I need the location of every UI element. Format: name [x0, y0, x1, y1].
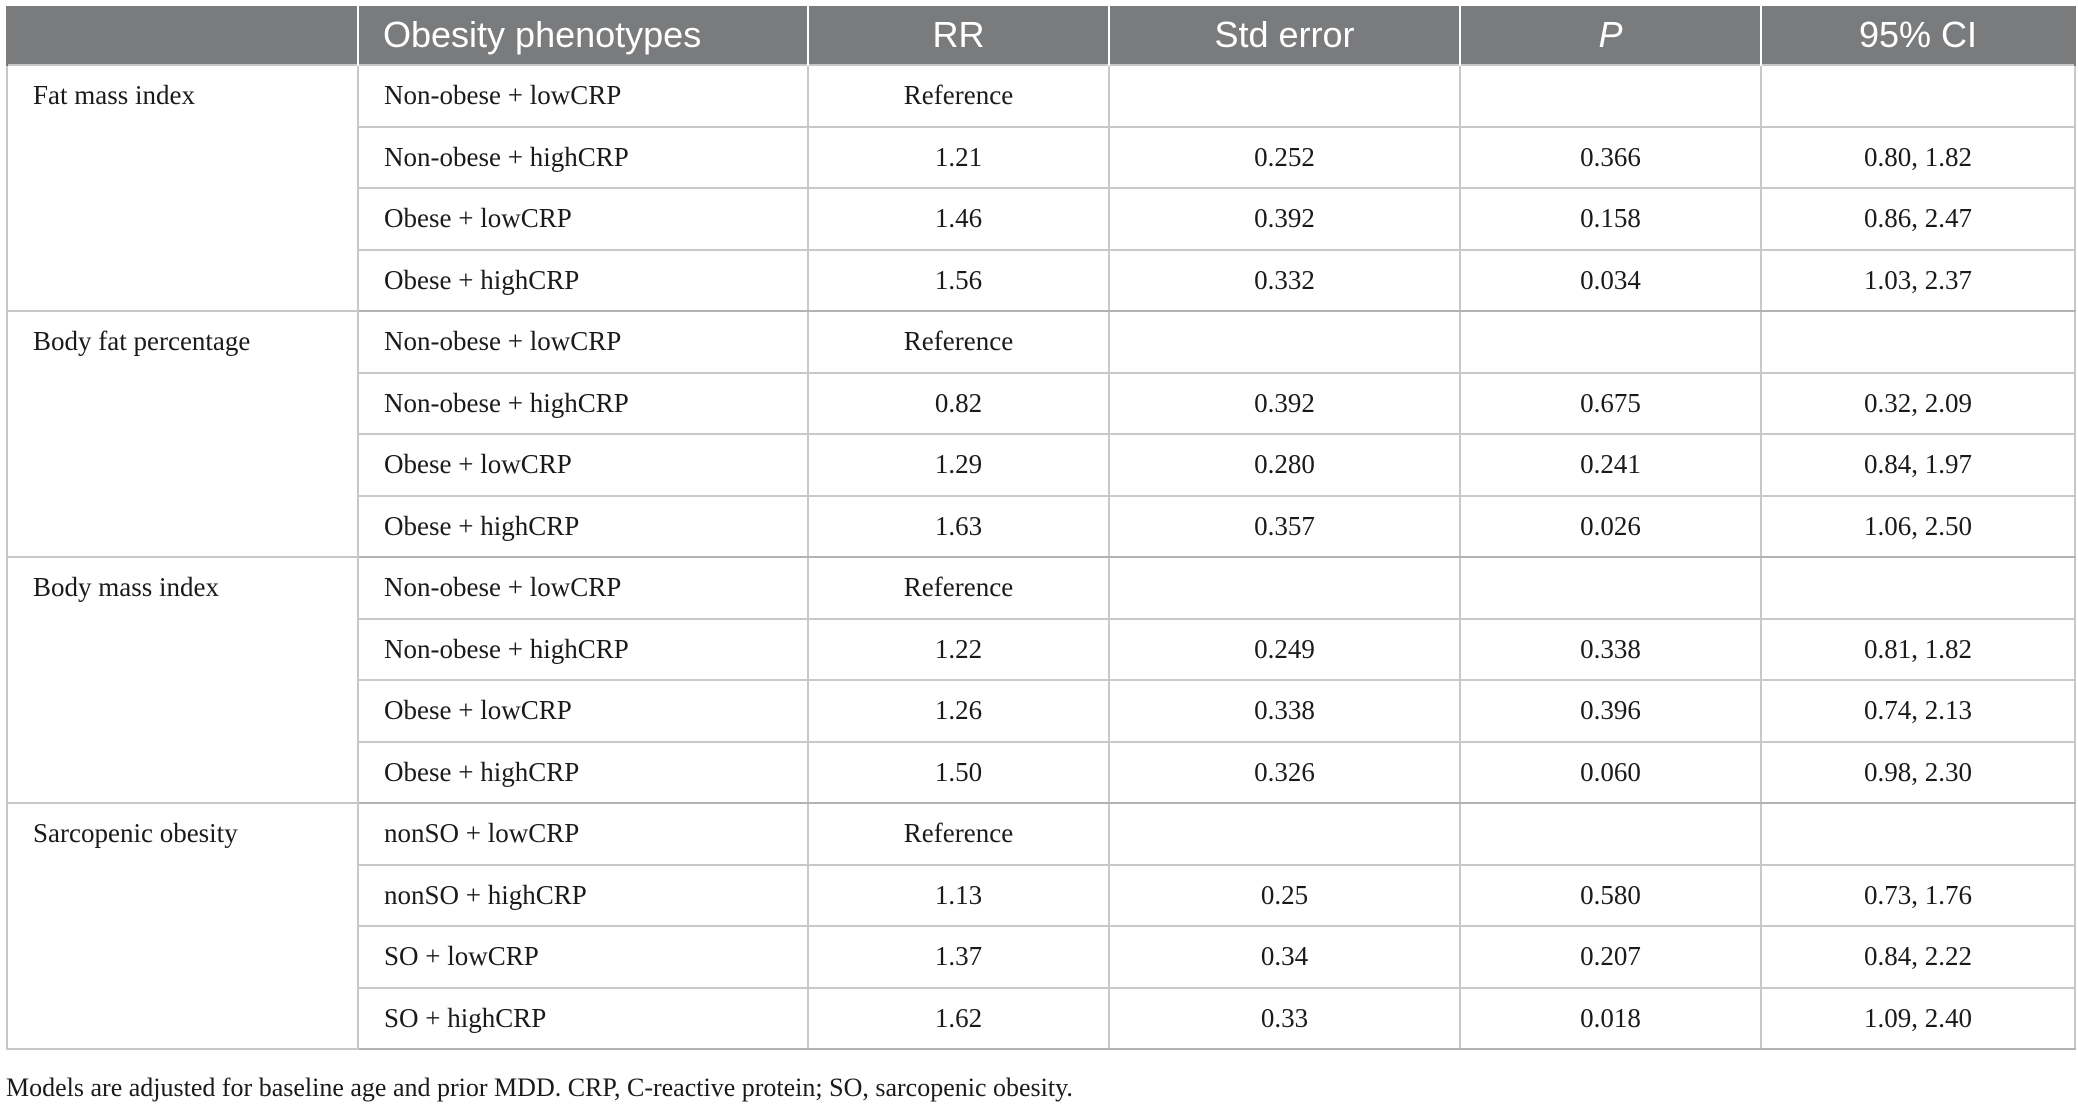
p-value-cell: 0.060 [1460, 742, 1761, 804]
std-error-cell: 0.332 [1109, 250, 1460, 312]
phenotype-cell: SO + highCRP [358, 988, 808, 1050]
phenotype-cell: Obese + lowCRP [358, 680, 808, 742]
phenotype-cell: Non-obese + lowCRP [358, 65, 808, 127]
ci-cell [1761, 311, 2075, 373]
table-row [7, 311, 2075, 373]
std-error-cell: 0.280 [1109, 434, 1460, 496]
group-label-cell: Sarcopenic obesity [7, 803, 358, 1049]
std-error-cell: 0.249 [1109, 619, 1460, 681]
table-header [7, 6, 2075, 65]
table-row [7, 557, 2075, 619]
std-error-cell [1109, 803, 1460, 865]
p-value-cell: 0.207 [1460, 926, 1761, 988]
results-table [6, 6, 2076, 1050]
p-value-cell: 0.338 [1460, 619, 1761, 681]
std-error-cell: 0.392 [1109, 188, 1460, 250]
header-p [1460, 6, 1761, 65]
group-label-cell: Body mass index [7, 557, 358, 803]
rr-cell: 1.50 [808, 742, 1109, 804]
results-table-container [6, 6, 2074, 1050]
std-error-cell: 0.326 [1109, 742, 1460, 804]
table-body [7, 65, 2075, 1049]
phenotype-cell: Obese + lowCRP [358, 434, 808, 496]
rr-cell: 0.82 [808, 373, 1109, 435]
p-value-cell: 0.580 [1460, 865, 1761, 927]
table-row [7, 65, 2075, 127]
rr-cell: 1.56 [808, 250, 1109, 312]
header-95-ci: 95% CI [1761, 6, 2075, 65]
p-value-cell: 0.396 [1460, 680, 1761, 742]
ci-cell: 0.98, 2.30 [1761, 742, 2075, 804]
rr-cell: 1.26 [808, 680, 1109, 742]
ci-cell: 0.84, 2.22 [1761, 926, 2075, 988]
ci-cell: 0.32, 2.09 [1761, 373, 2075, 435]
p-value-cell: 0.241 [1460, 434, 1761, 496]
group-label-cell: Fat mass index [7, 65, 358, 311]
p-value-cell [1460, 557, 1761, 619]
p-value-cell: 0.018 [1460, 988, 1761, 1050]
rr-cell: 1.63 [808, 496, 1109, 558]
std-error-cell: 0.392 [1109, 373, 1460, 435]
std-error-cell: 0.338 [1109, 680, 1460, 742]
group-label-cell: Body fat percentage [7, 311, 358, 557]
std-error-cell: 0.25 [1109, 865, 1460, 927]
phenotype-cell: Obese + lowCRP [358, 188, 808, 250]
phenotype-cell: Obese + highCRP [358, 496, 808, 558]
rr-cell: Reference [808, 803, 1109, 865]
phenotype-cell: Obese + highCRP [358, 742, 808, 804]
rr-cell: 1.22 [808, 619, 1109, 681]
p-value-cell: 0.034 [1460, 250, 1761, 312]
rr-cell: Reference [808, 311, 1109, 373]
rr-cell: Reference [808, 65, 1109, 127]
header-obesity-phenotypes: Obesity phenotypes [358, 6, 808, 65]
phenotype-cell: Non-obese + lowCRP [358, 557, 808, 619]
header-row [7, 6, 2075, 65]
table-footnote: Models are adjusted for baseline age and prior MDD. CRP, C-reactive protein; SO, sarcopenic obesity. [6, 1073, 1073, 1102]
table-row [7, 803, 2075, 865]
header-p-label: P [1598, 14, 1623, 55]
ci-cell: 1.09, 2.40 [1761, 988, 2075, 1050]
std-error-cell: 0.357 [1109, 496, 1460, 558]
ci-cell: 1.06, 2.50 [1761, 496, 2075, 558]
std-error-cell [1109, 557, 1460, 619]
std-error-cell: 0.34 [1109, 926, 1460, 988]
rr-cell: 1.13 [808, 865, 1109, 927]
ci-cell: 0.81, 1.82 [1761, 619, 2075, 681]
phenotype-cell: Non-obese + highCRP [358, 619, 808, 681]
rr-cell: 1.21 [808, 127, 1109, 189]
phenotype-cell: Obese + highCRP [358, 250, 808, 312]
p-value-cell: 0.675 [1460, 373, 1761, 435]
ci-cell: 0.80, 1.82 [1761, 127, 2075, 189]
std-error-cell [1109, 311, 1460, 373]
phenotype-cell: SO + lowCRP [358, 926, 808, 988]
p-value-cell: 0.158 [1460, 188, 1761, 250]
ci-cell: 0.74, 2.13 [1761, 680, 2075, 742]
ci-cell: 0.84, 1.97 [1761, 434, 2075, 496]
ci-cell: 1.03, 2.37 [1761, 250, 2075, 312]
rr-cell: 1.37 [808, 926, 1109, 988]
rr-cell: 1.46 [808, 188, 1109, 250]
p-value-cell [1460, 65, 1761, 127]
phenotype-cell: nonSO + highCRP [358, 865, 808, 927]
phenotype-cell: nonSO + lowCRP [358, 803, 808, 865]
p-value-cell: 0.366 [1460, 127, 1761, 189]
p-value-cell: 0.026 [1460, 496, 1761, 558]
ci-cell [1761, 803, 2075, 865]
rr-cell: 1.62 [808, 988, 1109, 1050]
ci-cell: 0.73, 1.76 [1761, 865, 2075, 927]
header-std-error: Std error [1109, 6, 1460, 65]
std-error-cell: 0.252 [1109, 127, 1460, 189]
header-group [7, 6, 358, 65]
phenotype-cell: Non-obese + highCRP [358, 127, 808, 189]
rr-cell: Reference [808, 557, 1109, 619]
rr-cell: 1.29 [808, 434, 1109, 496]
phenotype-cell: Non-obese + highCRP [358, 373, 808, 435]
ci-cell [1761, 65, 2075, 127]
p-value-cell [1460, 311, 1761, 373]
header-rr: RR [808, 6, 1109, 65]
ci-cell: 0.86, 2.47 [1761, 188, 2075, 250]
std-error-cell [1109, 65, 1460, 127]
p-value-cell [1460, 803, 1761, 865]
std-error-cell: 0.33 [1109, 988, 1460, 1050]
ci-cell [1761, 557, 2075, 619]
phenotype-cell: Non-obese + lowCRP [358, 311, 808, 373]
